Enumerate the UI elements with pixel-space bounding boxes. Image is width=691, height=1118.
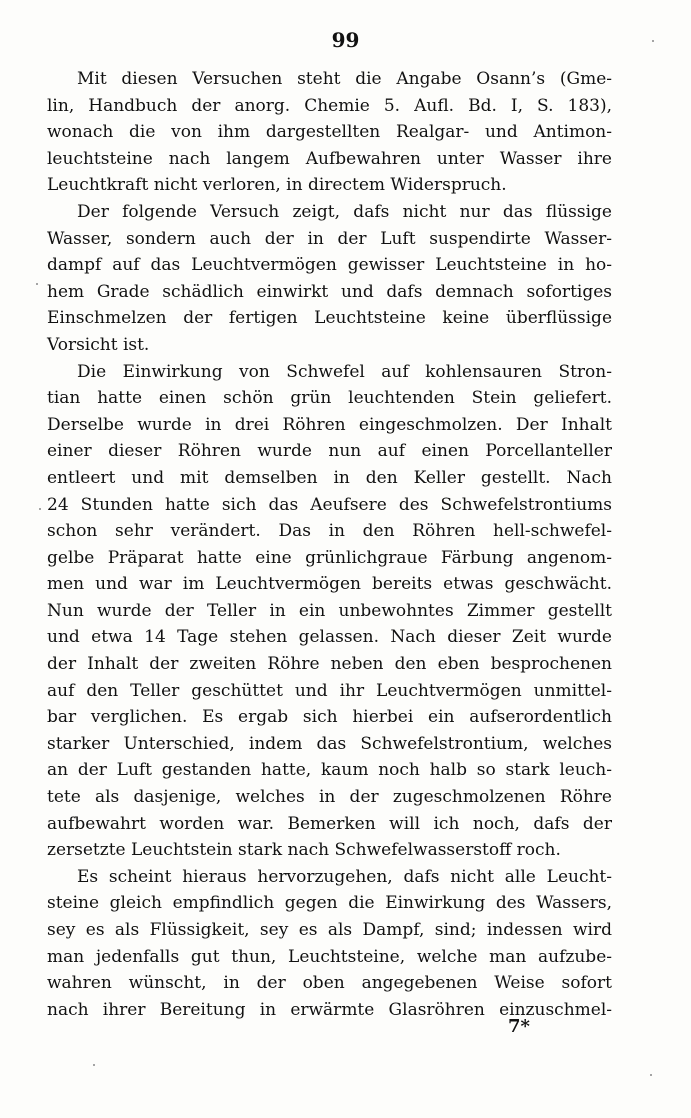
signature-mark: 7* [508, 1016, 530, 1037]
body-text [47, 66, 612, 1023]
text-line: auf den Teller geschüttet und ihr Leuchtvermögen unmittel- [47, 680, 612, 701]
text-line: Leuchtkraft nicht verloren, in directem Widerspruch. [47, 175, 507, 196]
text-line: Nun wurde der Teller in ein unbewohntes Zimmer gestellt [47, 600, 612, 621]
scan-speck [93, 1064, 95, 1066]
text-line: schon sehr verändert. Das in den Röhren hell-schwefel- [47, 521, 612, 542]
text-line: hem Grade schädlich einwirkt und dafs demnach sofortiges [47, 281, 612, 302]
text-line: nach ihrer Bereitung in erwärmte Glasröhren einzuschmel- [47, 999, 612, 1020]
page-number: 99 [331, 28, 360, 52]
text-line: und etwa 14 Tage stehen gelassen. Nach dieser Zeit wurde [47, 627, 612, 648]
scan-speck [39, 508, 41, 510]
text-line: gelbe Präparat hatte eine grünlichgraue Färbung angenom- [47, 547, 612, 568]
text-line: dampf auf das Leuchtvermögen gewisser Leuchtsteine in ho- [47, 255, 612, 276]
text-line: Derselbe wurde in drei Röhren eingeschmolzen. Der Inhalt [47, 414, 612, 435]
text-line: wahren wünscht, in der oben angegebenen Weise sofort [47, 973, 612, 994]
text-line: Vorsicht ist. [47, 334, 150, 355]
scan-speck [36, 283, 38, 285]
text-line: tian hatte einen schön grün leuchtenden Stein geliefert. [47, 388, 612, 409]
text-line: tete als dasjenige, welches in der zugeschmolzenen Röhre [47, 787, 612, 808]
text-line: Mit diesen Versuchen steht die Angabe Osann’s (Gme- [77, 69, 612, 89]
text-line: einer dieser Röhren wurde nun auf einen Porcellanteller [47, 441, 612, 462]
text-line: wonach die von ihm dargestellten Realgar- und Antimon- [47, 122, 612, 143]
text-line: lin, Handbuch der anorg. Chemie 5. Aufl. Bd. I, S. 183), [47, 95, 612, 116]
text-line: man jedenfalls gut thun, Leuchtsteine, welche man aufzube- [47, 946, 612, 967]
scan-speck [650, 1074, 652, 1076]
text-line: starker Unterschied, indem das Schwefelstrontium, welches [47, 733, 612, 754]
text-line: 24 Stunden hatte sich das Aeufsere des Schwefelstrontiums [47, 494, 612, 515]
text-line: an der Luft gestanden hatte, kaum noch halb so stark leuch- [47, 760, 612, 781]
text-line: steine gleich empfindlich gegen die Einwirkung des Wassers, [47, 893, 612, 914]
text-line: men und war im Leuchtvermögen bereits etwas geschwächt. [47, 574, 612, 595]
text-line: Es scheint hieraus hervorzugehen, dafs nicht alle Leucht- [77, 866, 612, 887]
text-line: aufbewahrt worden war. Bemerken will ich noch, dafs der [47, 813, 612, 834]
text-line: Der folgende Versuch zeigt, dafs nicht nur das flüssige [77, 201, 612, 222]
text-line: bar verglichen. Es ergab sich hierbei ein aufserordentlich [47, 707, 612, 728]
text-line: zersetzte Leuchtstein stark nach Schwefelwasserstoff roch. [47, 840, 561, 861]
scan-speck [652, 40, 654, 42]
text-line: der Inhalt der zweiten Röhre neben den eben besprochenen [47, 654, 612, 675]
text-line: Die Einwirkung von Schwefel auf kohlensauren Stron- [77, 361, 612, 382]
text-line: entleert und mit demselben in den Keller gestellt. Nach [47, 467, 612, 488]
text-line: sey es als Flüssigkeit, sey es als Dampf, sind; indessen wird [47, 920, 612, 940]
text-line: Wasser, sondern auch der in der Luft suspendirte Wasser- [47, 228, 612, 249]
text-line: leuchtsteine nach langem Aufbewahren unter Wasser ihre [47, 148, 612, 169]
text-line: Einschmelzen der fertigen Leuchtsteine keine überflüssige [47, 308, 612, 329]
